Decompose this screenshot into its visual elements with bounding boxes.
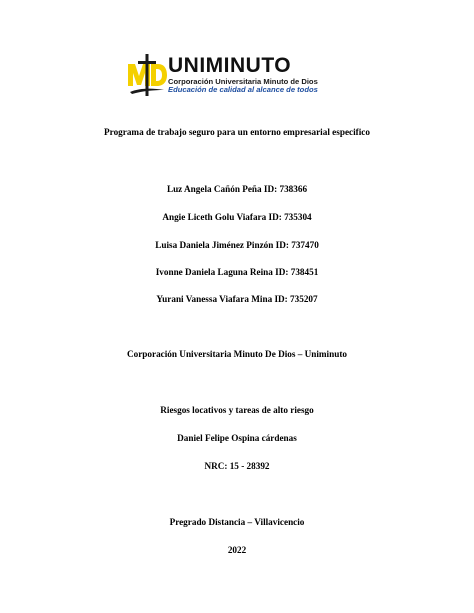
md-emblem-icon (126, 52, 168, 98)
document-title: Programa de trabajo seguro para un entorno empresarial especifico (104, 127, 370, 137)
nrc-code: NRC: 15 - 28392 (204, 461, 270, 471)
institution-name: Corporación Universitaria Minuto De Dios – Uniminuto (127, 349, 347, 359)
author-line-1: Luz Angela Cañón Peña ID: 738366 (166, 184, 308, 194)
logo-wordmark: UNIMINUTO (168, 54, 292, 77)
author-line-5: Yurani Vanessa Viafara Mina ID: 735207 (156, 294, 318, 304)
logo-subtitle: Corporación Universitaria Minuto de Dios (168, 77, 318, 86)
author-line-2: Angie Liceth Golu Viafara ID: 735304 (162, 212, 312, 222)
course-name: Riesgos locativos y tareas de alto riesgo (160, 405, 314, 415)
uniminuto-logo (126, 52, 352, 98)
teacher-name: Daniel Felipe Ospina cárdenas (177, 433, 297, 443)
logo-tagline: Educación de calidad al alcance de todos (168, 85, 318, 94)
author-line-3: Luisa Daniela Jiménez Pinzón ID: 737470 (155, 240, 319, 250)
document-year: 2022 (227, 545, 247, 555)
author-line-4: Ivonne Daniela Laguna Reina ID: 738451 (155, 267, 319, 277)
program-location: Pregrado Distancia – Villavicencio (169, 517, 305, 527)
